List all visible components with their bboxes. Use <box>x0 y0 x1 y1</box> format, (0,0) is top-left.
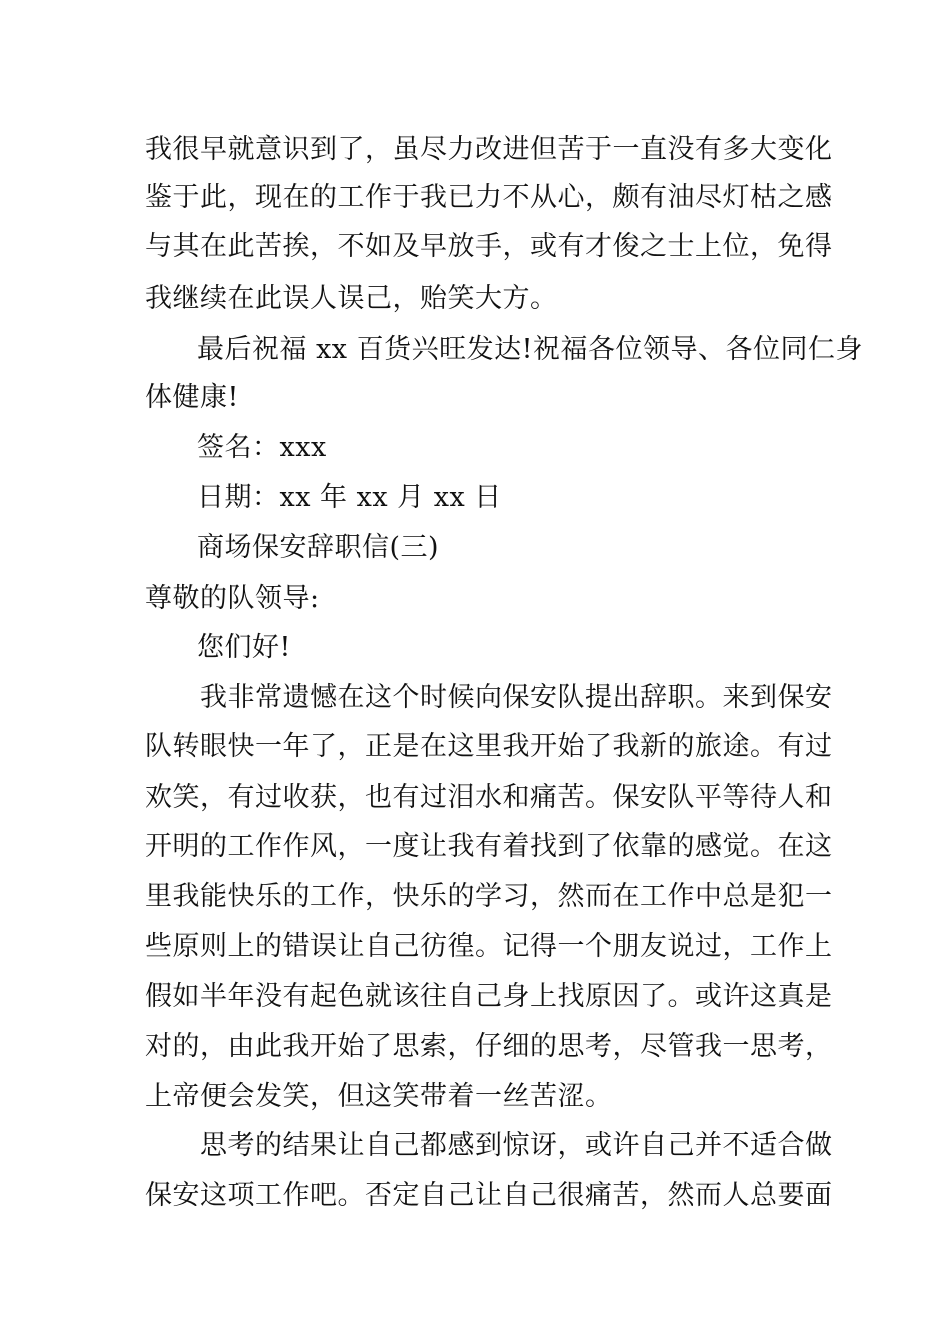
text-line: 保安这项工作吧。否定自己让自己很痛苦，然而人总要面 <box>145 1180 833 1211</box>
text-line: 与其在此苦挨，不如及早放手，或有才俊之士上位，免得 <box>145 231 833 262</box>
text-line: 鉴于此，现在的工作于我已力不从心，颇有油尽灯枯之感 <box>145 182 833 213</box>
text-line: 我继续在此误人误己，贻笑大方。 <box>145 283 558 314</box>
text-line: 开明的工作作风，一度让我有着找到了依靠的感觉。在这 <box>145 831 833 862</box>
text-line: 对的，由此我开始了思索，仔细的思考，尽管我一思考， <box>145 1031 833 1062</box>
signature-line: 签名：xxx <box>197 432 327 463</box>
text-line: 些原则上的错误让自己彷徨。记得一个朋友说过，工作上 <box>145 931 833 962</box>
date-line: 日期：xx 年 xx 月 xx 日 <box>197 482 502 513</box>
text-line: 最后祝福 xx 百货兴旺发达!祝福各位领导、各位同仁身 <box>197 334 863 365</box>
text-line: 我很早就意识到了，虽尽力改进但苦于一直没有多大变化 <box>145 134 833 165</box>
greeting: 您们好! <box>197 632 291 663</box>
salutation: 尊敬的队领导: <box>145 583 320 614</box>
text-line: 上帝便会发笑，但这笑带着一丝苦涩。 <box>145 1081 613 1112</box>
text-line: 队转眼快一年了，正是在这里我开始了我新的旅途。有过 <box>145 731 833 762</box>
text-line: 假如半年没有起色就该往自己身上找原因了。或许这真是 <box>145 981 833 1012</box>
text-line: 欢笑，有过收获，也有过泪水和痛苦。保安队平等待人和 <box>145 782 833 813</box>
text-line: 里我能快乐的工作，快乐的学习，然而在工作中总是犯一 <box>145 881 833 912</box>
text-line: 我非常遗憾在这个时候向保安队提出辞职。来到保安 <box>200 682 833 713</box>
text-line: 体健康! <box>145 382 239 413</box>
text-line: 思考的结果让自己都感到惊讶，或许自己并不适合做 <box>200 1130 833 1161</box>
section-title: 商场保安辞职信(三) <box>197 532 440 563</box>
